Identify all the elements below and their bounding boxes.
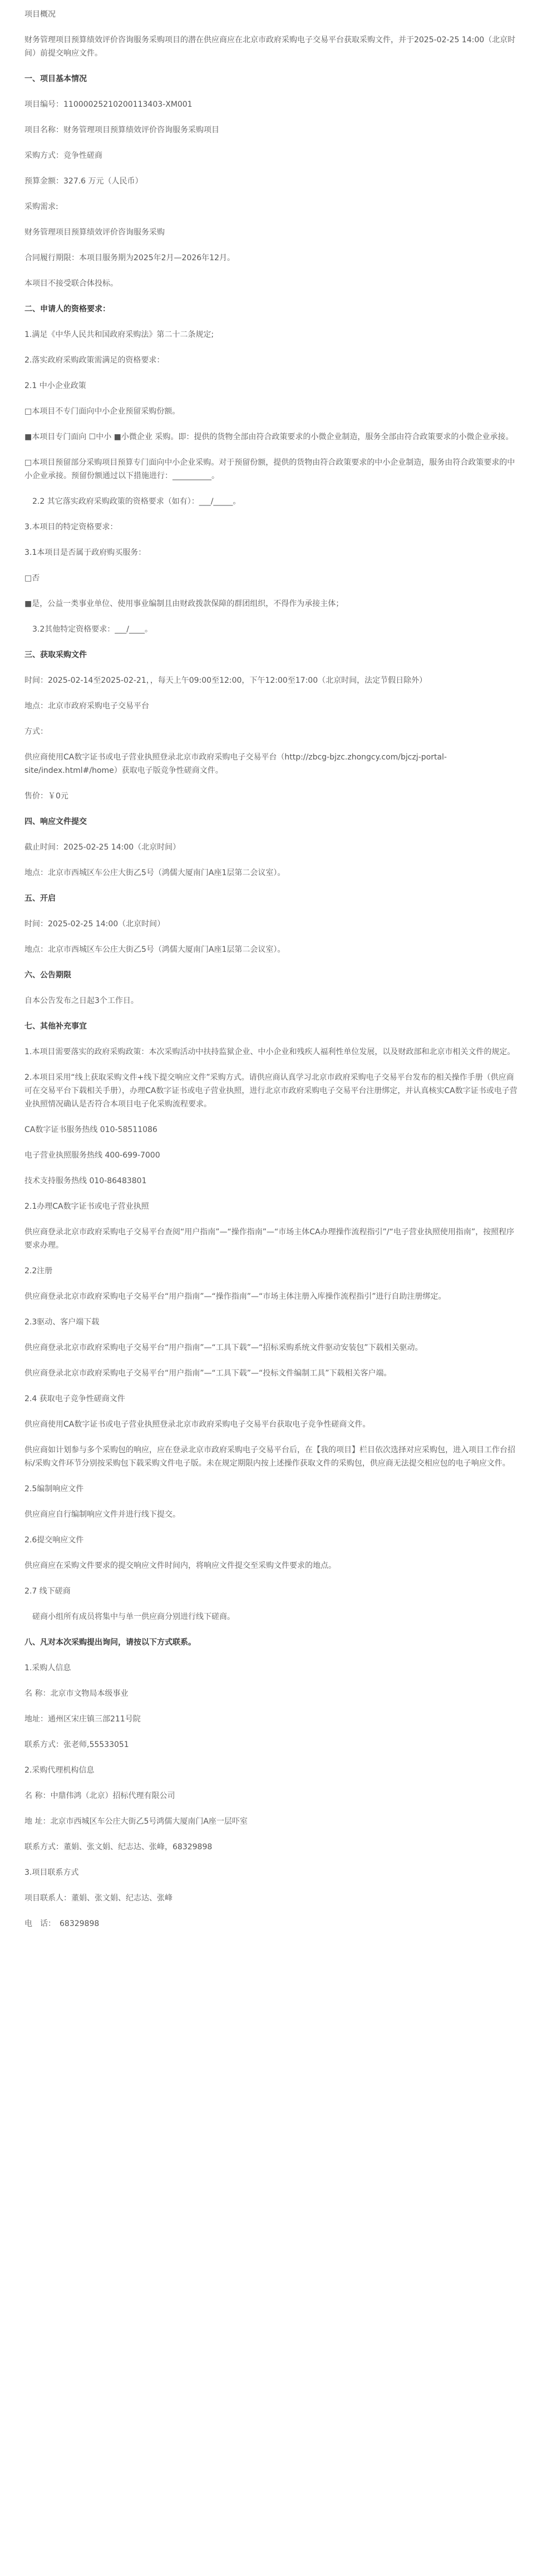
license-hotline: 电子营业执照服务热线 400-699-7000 <box>24 1151 160 1160</box>
obtain-time: 时间：2025-02-14至2025-02-21，，每天上午09:00至12:00，下午12:00至17:00（北京时间，法定节假日除外） <box>24 676 427 685</box>
tech-hotline: 技术支持服务热线 010-86483801 <box>24 1177 147 1185</box>
step-2-4-title: 2.4 获取电子竞争性磋商文件 <box>24 1394 125 1403</box>
overview-heading: 项目概况 <box>24 10 56 19</box>
document-price: 售价：￥0元 <box>24 792 68 801</box>
sme-option-b: ■本项目专门面向 ☐中小 ■小微企业 采购。即：提供的货物全部由符合政策要求的小微企业制造，服务全部由符合政策要求的小微企业承接。 <box>24 433 514 441</box>
step-2-5-text: 供应商应自行编制响应文件并进行线下提交。 <box>24 1510 180 1519</box>
project-number: 项目编号：11000025210200113403-XM001 <box>24 100 193 109</box>
agency-contact: 联系方式：董娟、张文娟、纪志达、张峰，68329898 <box>24 1843 213 1852</box>
demand-text: 财务管理项目预算绩效评价咨询服务采购 <box>24 228 165 237</box>
sme-option-a: □本项目不专门面向中小企业预留采购份额。 <box>24 407 180 416</box>
consortium-note: 本项目不接受联合体投标。 <box>24 279 118 288</box>
section-4-heading: 四、响应文件提交 <box>24 817 87 826</box>
purchaser-title: 1.采购人信息 <box>24 1664 71 1672</box>
ca-hotline: CA数字证书服务热线 010-58511086 <box>24 1125 157 1134</box>
opening-time: 时间：2025-02-25 14:00（北京时间） <box>24 920 165 929</box>
project-contact-people: 项目联系人：董娟、张文娟、纪志达、张峰 <box>24 1894 173 1903</box>
purchaser-name: 名 称：北京市文物局本级事业 <box>24 1689 129 1698</box>
section-8-heading: 八、凡对本次采购提出询问，请按以下方式联系。 <box>24 1638 196 1647</box>
opening-place: 地点：北京市西城区车公庄大街乙5号（鸿儒大厦南门A座1层第二会议室）。 <box>24 945 285 954</box>
step-2-7-title: 2.7 线下磋商 <box>24 1587 71 1596</box>
sme-option-c: □本项目预留部分采购项目预算专门面向中小企业采购。对于预留份额，提供的货物由符合政策要求的中小企业制造，服务由符合政策要求的中小企业承接。预留份额通过以下措施进行：__________。 <box>24 458 515 480</box>
step-2-2-text: 供应商登录北京市政府采购电子交易平台“用户指南”—“操作指南”—“市场主体注册入库操作流程指引”进行自助注册绑定。 <box>24 1292 446 1301</box>
section-5-heading: 五、开启 <box>24 894 56 903</box>
submission-deadline: 截止时间：2025-02-25 14:00（北京时间） <box>24 843 181 852</box>
project-contact-phone: 电 话： 68329898 <box>24 1919 100 1928</box>
section-7-heading: 七、其他补充事宜 <box>24 1022 87 1031</box>
option-no: □否 <box>24 574 40 583</box>
obtain-way-label: 方式： <box>24 727 48 736</box>
step-2-3-text: 供应商登录北京市政府采购电子交易平台“用户指南”—“工具下载”—“招标采购系统文件驱动安装包”下载相关驱动。 <box>24 1343 423 1352</box>
project-contact-title: 3.项目联系方式 <box>24 1868 79 1877</box>
step-2-1-text: 供应商登录北京市政府采购电子交易平台查阅“用户指南”—“操作指南”—“市场主体CA办理操作流程指引”/“电子营业执照使用指南”，按照程序要求办理。 <box>24 1228 515 1250</box>
obtain-place: 地点：北京市政府采购电子交易平台 <box>24 702 149 711</box>
step-2-6-text: 供应商应在采购文件要求的提交响应文件时间内，将响应文件提交至采购文件要求的地点。 <box>24 1561 336 1570</box>
requirement-3: 3.本项目的特定资格要求： <box>24 523 118 532</box>
budget-amount: 预算金额：327.6 万元（人民币） <box>24 177 143 186</box>
purchaser-address: 地址：通州区宋庄镇三部211号院 <box>24 1715 141 1724</box>
step-2-7-text: 磋商小组所有成员将集中与单一供应商分别进行线下磋商。 <box>32 1612 235 1621</box>
step-2-4-text-2: 供应商如计划参与多个采购包的响应，应在登录北京市政府采购电子交易平台后，在【我的项目】栏目依次选择对应采购包，进入项目工作台招标/采购文件环节分别按采购包下载采购文件电子版。未在规定期限内按上述操作获取文件的采购包，供应商无法提交相应包的电子响应文件。 <box>24 1446 515 1468</box>
section-6-heading: 六、公告期限 <box>24 971 71 980</box>
procurement-method: 采购方式：竞争性磋商 <box>24 151 102 160</box>
requirement-2-1: 2.1 中小企业政策 <box>24 381 86 390</box>
requirement-2-2: 2.2 其它落实政府采购政策的资格要求（如有）：___/_____。 <box>32 497 241 506</box>
agency-address: 地 址：北京市西城区车公庄大街乙5号鸿儒大厦南门A座一层吓室 <box>24 1817 248 1826</box>
requirement-3-1: 3.1本项目是否属于政府购买服务： <box>24 548 146 557</box>
project-name: 项目名称：财务管理项目预算绩效评价咨询服务采购项目 <box>24 126 219 135</box>
step-2-4-text: 供应商使用CA数字证书或电子营业执照登录北京市政府采购电子交易平台获取电子竞争性磋商文件。 <box>24 1420 371 1429</box>
purchaser-contact: 联系方式：张老师,55533051 <box>24 1740 129 1749</box>
step-2-6-title: 2.6提交响应文件 <box>24 1536 84 1545</box>
policy-note: 1.本项目需要落实的政府采购政策：本次采购活动中扶持监狱企业、中小企业和残疾人福利性单位发展，以及财政部和北京市相关文件的规定。 <box>24 1048 515 1056</box>
notice-period: 自本公告发布之日起3个工作日。 <box>24 996 139 1005</box>
option-yes: ■是，公益一类事业单位、使用事业编制且由财政拨款保障的群团组织，不得作为承接主体； <box>24 599 344 608</box>
requirement-1: 1.满足《中华人民共和国政府采购法》第二十二条规定; <box>24 330 214 339</box>
demand-label: 采购需求: <box>24 202 58 211</box>
obtain-way-text: 供应商使用CA数字证书或电子营业执照登录北京市政府采购电子交易平台（http://zbcg-bjzc.zhongcy.com/bjczj-portal-site/index.html#/home）获取电子版竞争性磋商文件。 <box>24 753 447 775</box>
step-2-3-text-2: 供应商登录北京市政府采购电子交易平台“用户指南”—“工具下载”—“投标文件编制工具”下载相关客户端。 <box>24 1369 392 1378</box>
section-2-heading: 二、申请人的资格要求： <box>24 305 110 314</box>
requirement-2: 2.落实政府采购政策需满足的资格要求： <box>24 356 165 365</box>
agency-name: 名 称：中鼎伟鸿（北京）招标代理有限公司 <box>24 1791 175 1800</box>
step-2-5-title: 2.5编制响应文件 <box>24 1485 84 1493</box>
overview-text: 财务管理项目预算绩效评价咨询服务采购项目的潜在供应商应在北京市政府采购电子交易平台获取采购文件，并于2025-02-25 14:00（北京时间）前提交响应文件。 <box>24 36 516 58</box>
step-2-2-title: 2.2注册 <box>24 1267 53 1275</box>
contract-term: 合同履行期限：本项目服务期为2025年2月—2026年12月。 <box>24 254 235 262</box>
section-3-heading: 三、获取采购文件 <box>24 651 87 659</box>
agency-title: 2.采购代理机构信息 <box>24 1766 95 1775</box>
method-note: 2.本项目采用“线上获取采购文件+线下提交响应文件”采购方式。请供应商认真学习北京市政府采购电子交易平台发布的相关操作手册（供应商可在交易平台下载相关手册），办理CA数字证书或电子营业执照，进行北京市政府采购电子交易平台注册绑定，并认真核实CA数字证书或电子营业执照情况确认是否符合本项目电子化采购流程要求。 <box>24 1073 518 1109</box>
section-1-heading: 一、项目基本情况 <box>24 75 87 83</box>
requirement-3-2: 3.2其他特定资格要求：___/____。 <box>32 625 152 634</box>
step-2-3-title: 2.3驱动、客户端下载 <box>24 1318 100 1327</box>
submission-place: 地点：北京市西城区车公庄大街乙5号（鸿儒大厦南门A座1层第二会议室）。 <box>24 868 285 877</box>
step-2-1-title: 2.1办理CA数字证书或电子营业执照 <box>24 1202 149 1211</box>
